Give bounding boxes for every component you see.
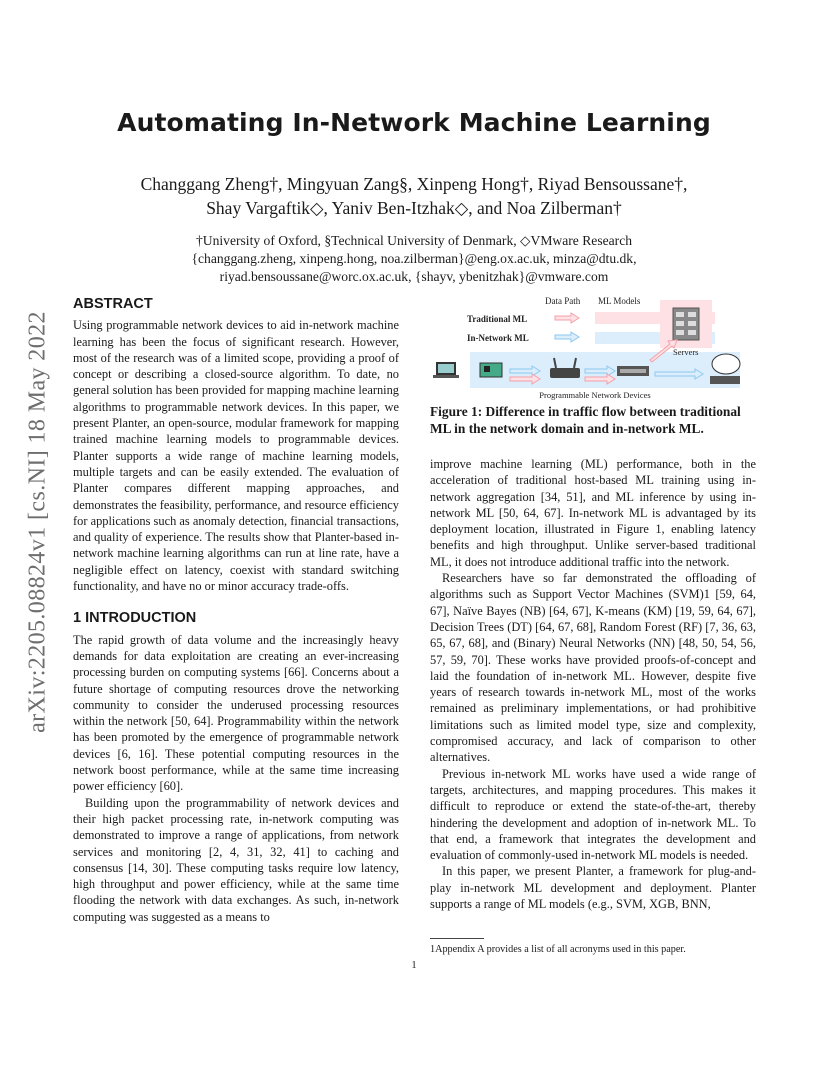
switch-icon — [617, 366, 649, 376]
intro-right-paragraph-1: improve machine learning (ML) performance, both in the acceleration of traditional host-based ML training using in-network aggregation [34, 51], and ML inference by using in-network ML [50, 64, 67]. In-network ML is advantaged by its deployment location, illustrated in Figure 1, enabling latency benefits and high throughput. Unlike server-based traditional ML, it does not introduce additional traffic into the network. — [430, 457, 756, 569]
figure-caption: Figure 1: Difference in traffic flow between traditional ML in the network domain and in-network ML. — [430, 404, 741, 436]
legend-innetwork-arrow-icon — [555, 332, 579, 342]
arxiv-identifier: arXiv:2205.08824v1 [cs.NI] 18 May 2022 — [24, 311, 51, 733]
laptop-icon — [433, 362, 459, 378]
figure-1 — [430, 292, 760, 402]
author-line-2: Shay Vargaftik◇, Yaniv Ben-Itzhak◇, and Noa Zilberman† — [206, 198, 622, 218]
right-column — [430, 456, 756, 912]
cloud-icon — [710, 354, 740, 384]
page-number: 1 — [411, 960, 417, 971]
label-programmable-devices: Programmable Network Devices — [539, 390, 651, 400]
paper-title: Automating In-Network Machine Learning — [117, 108, 711, 137]
left-column — [73, 296, 399, 925]
abstract-heading: ABSTRACT — [73, 296, 153, 312]
label-in-network-ml: In-Network ML — [467, 333, 529, 343]
intro-paragraph-2: Building upon the programmability of network devices and their high packet processing rate, in-network computing was demonstrated to improve a range of applications, from network services and monitoring [2, 4, 31, 32, 41] to caching and consensus [14, 30]. These computing tasks require low latency, high throughput and power efficiency, while at the same time flooding the network with data exchanges. As such, in-network computing was suggested as a means to — [73, 795, 399, 924]
label-ml-models: ML Models — [598, 296, 641, 306]
server-rack-icon — [673, 308, 699, 340]
affiliations — [60, 232, 768, 286]
intro-right-paragraph-2: Researchers have so far demonstrated the offloading of algorithms such as Support Vector Machines (SVM)1 [59, 64, 67], Naïve Bayes (NB) [64, 67], K-means (KM) [19, 59, 64, 67], Decision Trees (DT) [64, 67, 68], Random Forest (RF) [7, 36, 63, 65, 67, 68], and (Binary) Neural Networks (NN) [48, 50, 54, 56, 57, 59, 70]. These works have provided proofs-of-concept and laid the foundation of in-network ML. However, despite five years of research towards in-network ML, most of the works remained as preliminary implementations, or had prohibitive limitations such as limited model type, size and complexity, compromised accuracy, and lack of comparison to other alternatives. — [430, 571, 756, 765]
legend-traditional-arrow-icon — [555, 313, 579, 323]
intro-paragraph-1: The rapid growth of data volume and the increasingly heavy demands for data exploitation are creating an ever-increasing processing burden on computing systems [66]. Concerns about a future shortage of computing resources drove the networking community to consider the underused processing resources within the network [50, 64]. Programmability within the network has been promoted by the emergence of programmable network devices [6, 16]. These potential computing resources in the network boost performance, while at the same time increasing power efficiency [60]. — [73, 632, 399, 794]
label-servers: Servers — [673, 347, 699, 357]
affiliation-line-1: †University of Oxford, §Technical University of Denmark, ◇VMware Research — [195, 233, 633, 248]
author-line-1: Changgang Zheng†, Mingyuan Zang§, Xinpeng Hong†, Riyad Bensoussane†, — [140, 174, 688, 194]
affiliation-line-2: {changgang.zheng, xinpeng.hong, noa.zilberman}@eng.ox.ac.uk, minza@dtu.dk, — [191, 251, 637, 266]
label-traditional-ml: Traditional ML — [467, 314, 528, 324]
intro-right-paragraph-4: In this paper, we present Planter, a framework for plug-and-play in-network ML development and deployment. Planter supports a range of ML models (e.g., SVM, XGB, BNN, — [430, 864, 756, 912]
author-list — [60, 172, 768, 220]
introduction-heading: 1 INTRODUCTION — [73, 610, 197, 627]
footnote-rule — [430, 938, 484, 939]
affiliation-line-3: riyad.bensoussane@worc.ox.ac.uk, {shayv, ybenitzhak}@vmware.com — [219, 269, 609, 284]
arxiv-sidebar — [16, 287, 60, 757]
footnote: 1Appendix A provides a list of all acronyms used in this paper. — [430, 944, 686, 955]
label-data-path: Data Path — [545, 296, 581, 306]
abstract-text: Using programmable network devices to aid in-network machine learning has been the focus of significant research. However, most of the research was of a limited scope, providing a proof of concept or describing a closed-source algorithm. To date, no general solution has been provided for mapping machine learning algorithms to programmable network devices. In this paper, we present Planter, an open-source, modular framework for mapping trained machine learning models to programmable devices. Planter supports a wide range of machine learning models, multiple targets and can be easily extended. The evaluation of Planter compares different mapping approaches, and demonstrates the feasibility, performance, and resource efficiency for applications such as anomaly detection, financial transactions, and quality of experience. The results show that Planter-based in-network machine learning algorithms can run at line rate, have a negligible effect on latency, coexist with standard switching functionality, and have no or minor accuracy trade-offs. — [73, 318, 399, 594]
network-card-icon — [480, 363, 502, 377]
intro-right-paragraph-3: Previous in-network ML works have used a wide range of targets, architectures, and mapping procedures. This makes it difficult to reproduce or extend the state-of-the-art, thereby hindering the development and adoption of in-network ML. To that end, a framework that integrates the development and evaluation of commonly-used in-network ML models is needed. — [430, 766, 756, 863]
